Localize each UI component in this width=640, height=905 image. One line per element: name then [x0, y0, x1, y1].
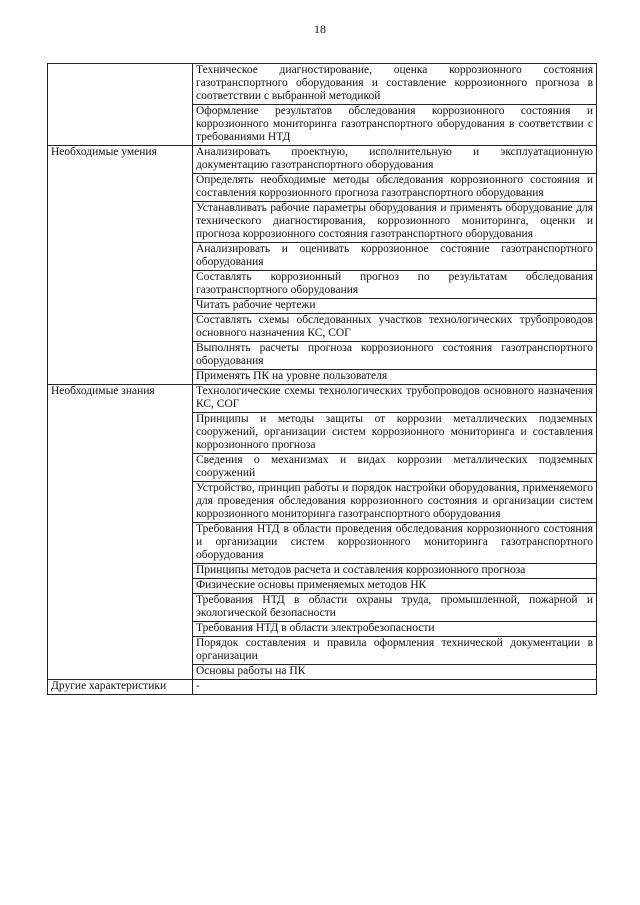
row-text: Принципы и методы защиты от коррозии металлических подземных сооружений, организации систем коррозионного мониторинга и составления коррозионного прогноза — [193, 413, 597, 454]
row-text: Читать рабочие чертежи — [193, 299, 597, 314]
row-text: Требования НТД в области электробезопасности — [193, 622, 597, 637]
page-number: 18 — [314, 22, 326, 36]
row-text: Анализировать проектную, исполнительную и эксплуатационную документацию газотранспортного оборудования — [193, 146, 597, 174]
row-text: Анализировать и оценивать коррозионное состояние газотранспортного оборудования — [193, 243, 597, 271]
row-text: Принципы методов расчета и составления коррозионного прогноза — [193, 564, 597, 579]
requirements-table — [47, 63, 597, 695]
row-text: Основы работы на ПК — [193, 665, 597, 680]
table-row — [48, 385, 597, 413]
row-text: Составлять схемы обследованных участков технологических трубопроводов основного назначения КС, СОГ — [193, 314, 597, 342]
row-text: Физические основы применяемых методов НК — [193, 579, 597, 594]
row-label-knowledge: Необходимые знания — [48, 385, 193, 680]
row-label — [48, 64, 193, 146]
row-text: Оформление результатов обследования коррозионного состояния и коррозионного мониторинга газотранспортного оборудования в соответствии с требованиями НТД — [193, 105, 597, 146]
row-text: Определять необходимые методы обследования коррозионного состояния и составления коррозионного прогноза газотранспортного оборудования — [193, 174, 597, 202]
row-text: Составлять коррозионный прогноз по результатам обследования газотранспортного оборудования — [193, 271, 597, 299]
row-text: Техническое диагностирование, оценка коррозионного состояния газотранспортного оборудования и составление коррозионного прогноза в соответствии с выбранной методикой — [193, 64, 597, 105]
row-text: Применять ПК на уровне пользователя — [193, 370, 597, 385]
row-text: - — [193, 680, 597, 695]
row-text: Технологические схемы технологических трубопроводов основного назначения КС, СОГ — [193, 385, 597, 413]
row-label-other: Другие характеристики — [48, 680, 193, 695]
table-row — [48, 64, 597, 105]
table-row — [48, 146, 597, 174]
row-text: Требования НТД в области проведения обследования коррозионного состояния и организации систем коррозионного мониторинга газотранспортного оборудования — [193, 523, 597, 564]
row-text: Устройство, принцип работы и порядок настройки оборудования, применяемого для проведения обследования коррозионного состояния и организации систем коррозионного мониторинга газотранспортного оборудования — [193, 482, 597, 523]
row-text: Выполнять расчеты прогноза коррозионного состояния газотранспортного оборудования — [193, 342, 597, 370]
table-row — [48, 680, 597, 695]
row-text: Требования НТД в области охраны труда, промышленной, пожарной и экологической безопасности — [193, 594, 597, 622]
row-label-skills: Необходимые умения — [48, 146, 193, 385]
row-text: Порядок составления и правила оформления технической документации в организации — [193, 637, 597, 665]
row-text: Сведения о механизмах и видах коррозии металлических подземных сооружений — [193, 454, 597, 482]
row-text: Устанавливать рабочие параметры оборудования и применять оборудование для технического диагностирования, коррозионного мониторинга, оценки и прогноза коррозионного состояния газотранспортного оборудования — [193, 202, 597, 243]
